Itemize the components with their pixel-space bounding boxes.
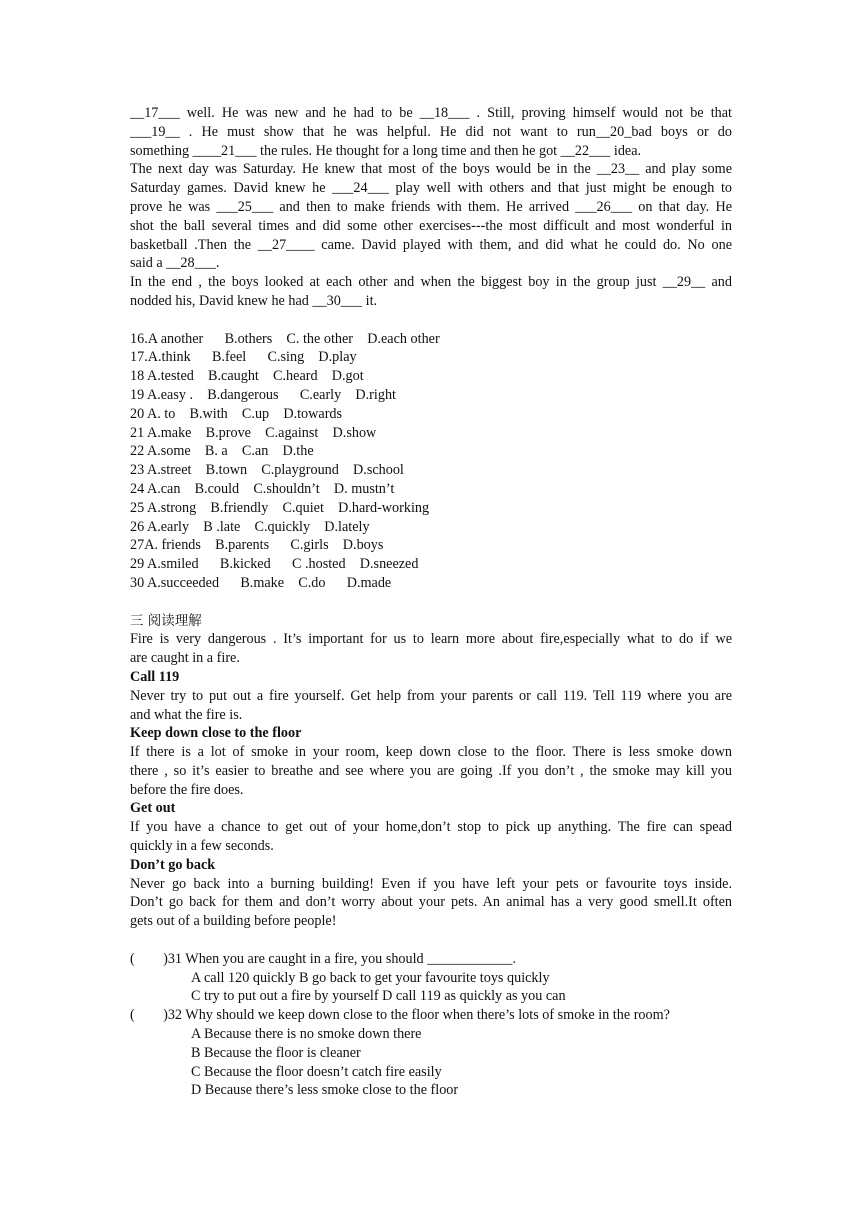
passage-line: In the end , the boys looked at each other and when the biggest boy in the group just __29__ and	[130, 274, 732, 291]
passage-line: there , so it’s easier to breathe and see where you are going .If you don’t , the smoke may kill you	[130, 762, 732, 779]
choice-item: 19 A.easy . B.dangerous C.early D.right	[130, 386, 396, 403]
question-option: A Because there is no smoke down there	[191, 1026, 422, 1043]
question-option: B Because the floor is cleaner	[191, 1044, 361, 1061]
choice-item: 17.A.think B.feel C.sing D.play	[130, 349, 357, 366]
question-option: D Because there’s less smoke close to the floor	[191, 1082, 459, 1099]
passage-line: gets out of a building before people!	[130, 913, 337, 930]
passage-line: Saturday games. David knew he ___24___ play well with others and that just might be enough to	[130, 180, 732, 197]
passage-line: Fire is very dangerous . It’s important for us to learn more about fire,especially what to do if we	[130, 631, 732, 648]
reading-passage	[130, 630, 732, 931]
passage-line: Don’t go back for them and don’t worry about your pets. An animal has a very good smell.It often	[130, 894, 732, 911]
question-option: A call 120 quickly B go back to get your favourite toys quickly	[191, 969, 550, 986]
document-page	[130, 104, 732, 1100]
choice-item: 25 A.strong B.friendly C.quiet D.hard-working	[130, 499, 430, 516]
cloze-passage	[130, 104, 732, 311]
passage-line: and what the fire is.	[130, 706, 243, 723]
passage-line: quickly in a few seconds.	[130, 838, 274, 855]
spacer	[130, 593, 732, 612]
tip-heading: Call 119	[130, 668, 180, 685]
choice-item: 27A. friends B.parents C.girls D.boys	[130, 537, 384, 554]
passage-line: basketball .Then the __27____ came. David played with them, and did what he could do. No one	[130, 236, 732, 253]
choice-item: 18 A.tested B.caught C.heard D.got	[130, 368, 364, 385]
passage-line: If you have a chance to get out of your home,don’t stop to pick up anything. The fire can spead	[130, 819, 732, 836]
spacer	[130, 311, 732, 330]
choice-item: 29 A.smiled B.kicked C .hosted D.sneezed	[130, 556, 419, 573]
passage-line: prove he was ___25___ and then to make friends with them. He arrived ___26___ on that day. He	[130, 198, 732, 215]
passage-line: nodded his, David knew he had __30___ it.	[130, 292, 378, 309]
choice-item: 30 A.succeeded B.make C.do D.made	[130, 574, 392, 591]
passage-line: before the fire does.	[130, 781, 244, 798]
choice-item: 23 A.street B.town C.playground D.school	[130, 462, 404, 479]
passage-line: The next day was Saturday. He knew that most of the boys would be in the __23__ and play some	[130, 161, 732, 178]
choice-item: 16.A another B.others C. the other D.each other	[130, 330, 440, 347]
choice-item: 20 A. to B.with C.up D.towards	[130, 405, 343, 422]
passage-line: ___19__ . He must show that he was helpful. He did not want to run__20_bad boys or do	[130, 123, 732, 140]
passage-line: something ____21___ the rules. He thought for a long time and then he got __22___ idea.	[130, 142, 642, 159]
tip-heading: Keep down close to the floor	[130, 725, 302, 742]
passage-line: Never try to put out a fire yourself. Get help from your parents or call 119. Tell 119 where you are	[130, 687, 732, 704]
passage-line: are caught in a fire.	[130, 650, 240, 667]
section-title: 三 阅读理解	[130, 612, 202, 629]
passage-line: __17___ well. He was new and he had to be __18___ . Still, proving himself would not be that	[130, 105, 732, 121]
passage-line: shot the ball several times and did some other exercises---the most difficult and most wonderful in	[130, 217, 732, 234]
tip-heading: Get out	[130, 800, 176, 817]
choice-item: 22 A.some B. a C.an D.the	[130, 443, 314, 460]
question-stem: ( )32 Why should we keep down close to the floor when there’s lots of smoke in the room?	[130, 1007, 670, 1024]
choice-list	[130, 330, 732, 593]
passage-line: Never go back into a burning building! Even if you have left your pets or favourite toys inside.	[130, 875, 732, 892]
passage-line: If there is a lot of smoke in your room, keep down close to the floor. There is less smoke down	[130, 744, 732, 761]
passage-line: said a __28___.	[130, 255, 220, 272]
question-list	[130, 950, 732, 1100]
question-option: C Because the floor doesn’t catch fire easily	[191, 1063, 442, 1080]
choice-item: 21 A.make B.prove C.against D.show	[130, 424, 377, 441]
choice-item: 24 A.can B.could C.shouldn’t D. mustn’t	[130, 480, 395, 497]
tip-heading: Don’t go back	[130, 856, 216, 873]
question-option: C try to put out a fire by yourself D call 119 as quickly as you can	[191, 988, 566, 1005]
choice-item: 26 A.early B .late C.quickly D.lately	[130, 518, 370, 535]
question-stem: ( )31 When you are caught in a fire, you should ____________.	[130, 950, 516, 967]
spacer	[130, 931, 732, 950]
